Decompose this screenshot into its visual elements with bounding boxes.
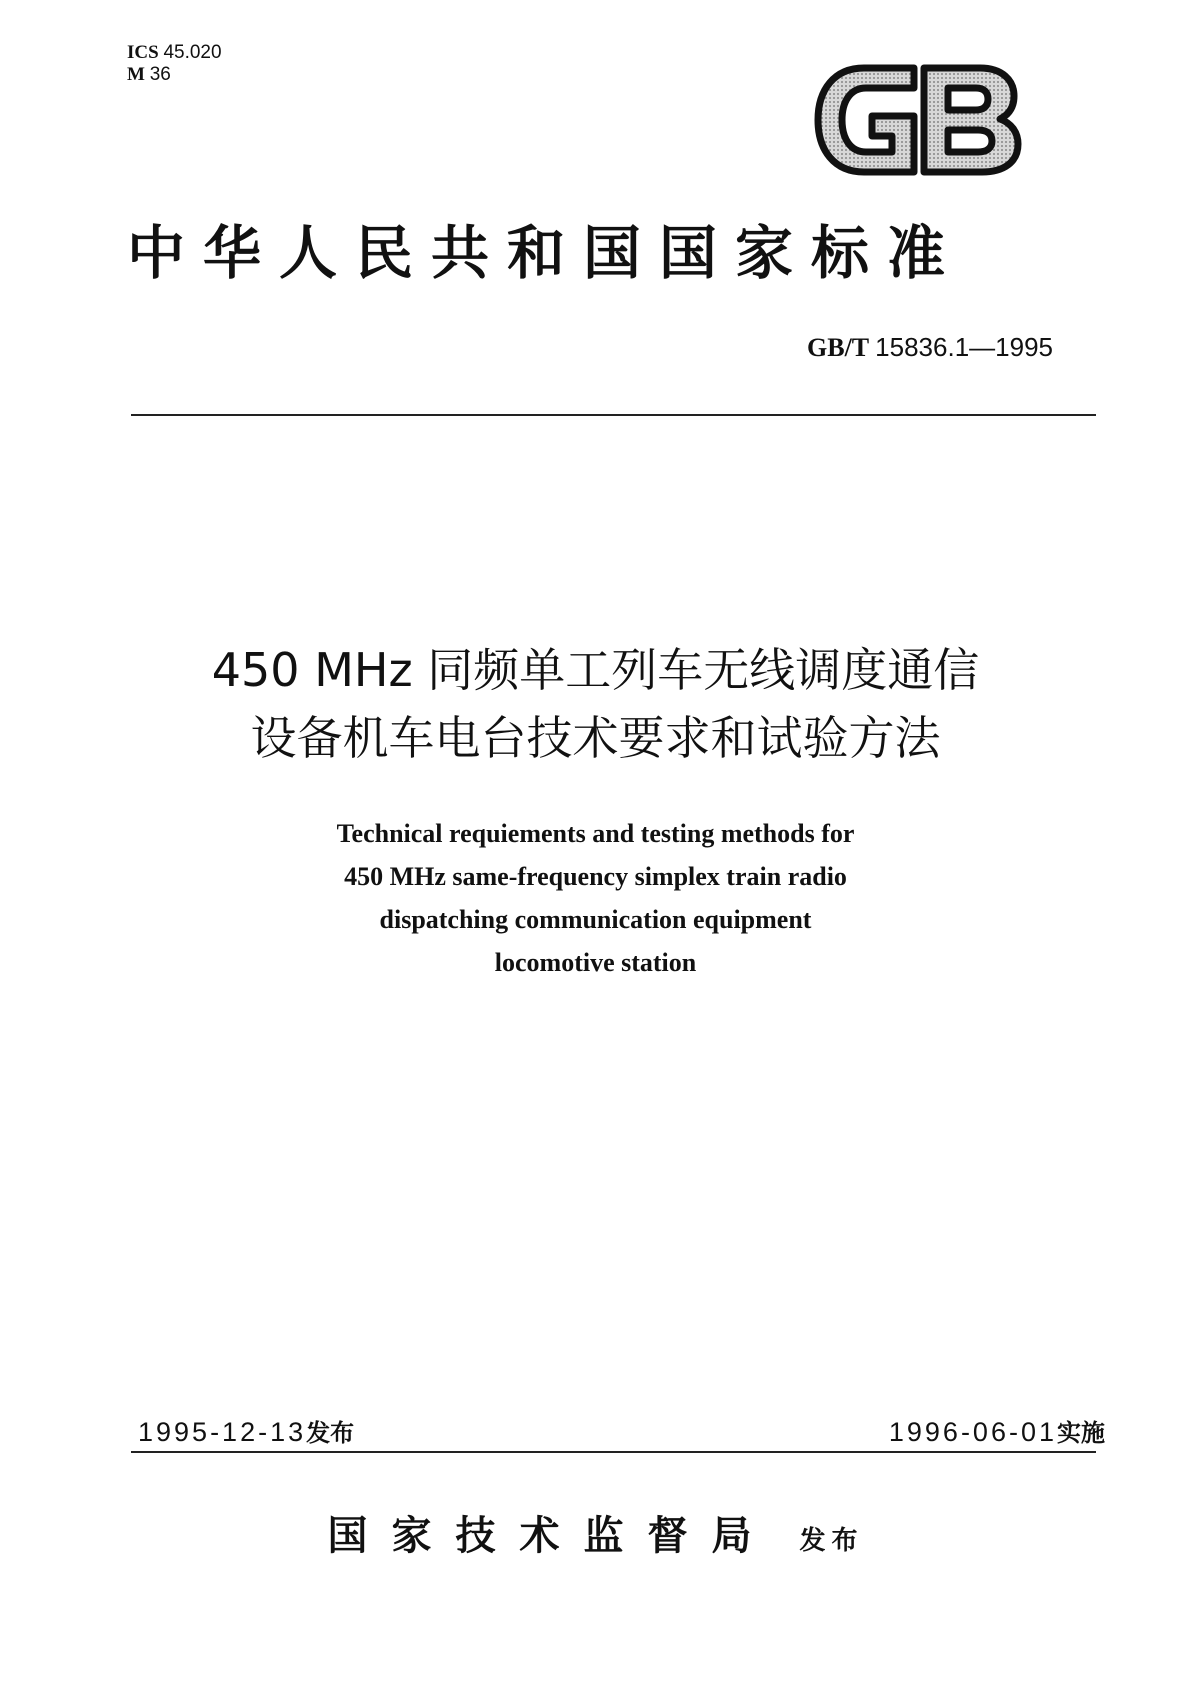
ccs-code: M 36 <box>127 64 171 85</box>
gb-logo-icon <box>812 60 1024 180</box>
issuer: 国家技术监督局 发布 <box>327 1513 864 1559</box>
standard-number: GB/T 15836.1—1995 <box>807 332 1053 362</box>
title-en-line-2: 450 MHz same-frequency simplex train radio <box>344 862 847 891</box>
effective-date: 1996-06-01实施 <box>888 1417 1105 1447</box>
classification-codes <box>127 42 222 86</box>
header-divider <box>131 414 1096 416</box>
title-cn-line-1: 450 MHz 同频单工列车无线调度通信 <box>211 643 980 697</box>
title-cn-line-2: 设备机车电台技术要求和试验方法 <box>250 711 941 765</box>
title-en-line-1: Technical requiements and testing methods for <box>336 819 855 848</box>
footer-divider <box>131 1451 1096 1453</box>
issue-date: 1995-12-13发布 <box>138 1417 355 1447</box>
ics-code: ICS 45.020 <box>127 42 222 63</box>
standard-type-heading: 中华人民共和国国家标准 <box>127 219 964 287</box>
title-en-line-4: locomotive station <box>494 948 697 977</box>
title-en-line-3: dispatching communication equipment <box>379 905 812 934</box>
